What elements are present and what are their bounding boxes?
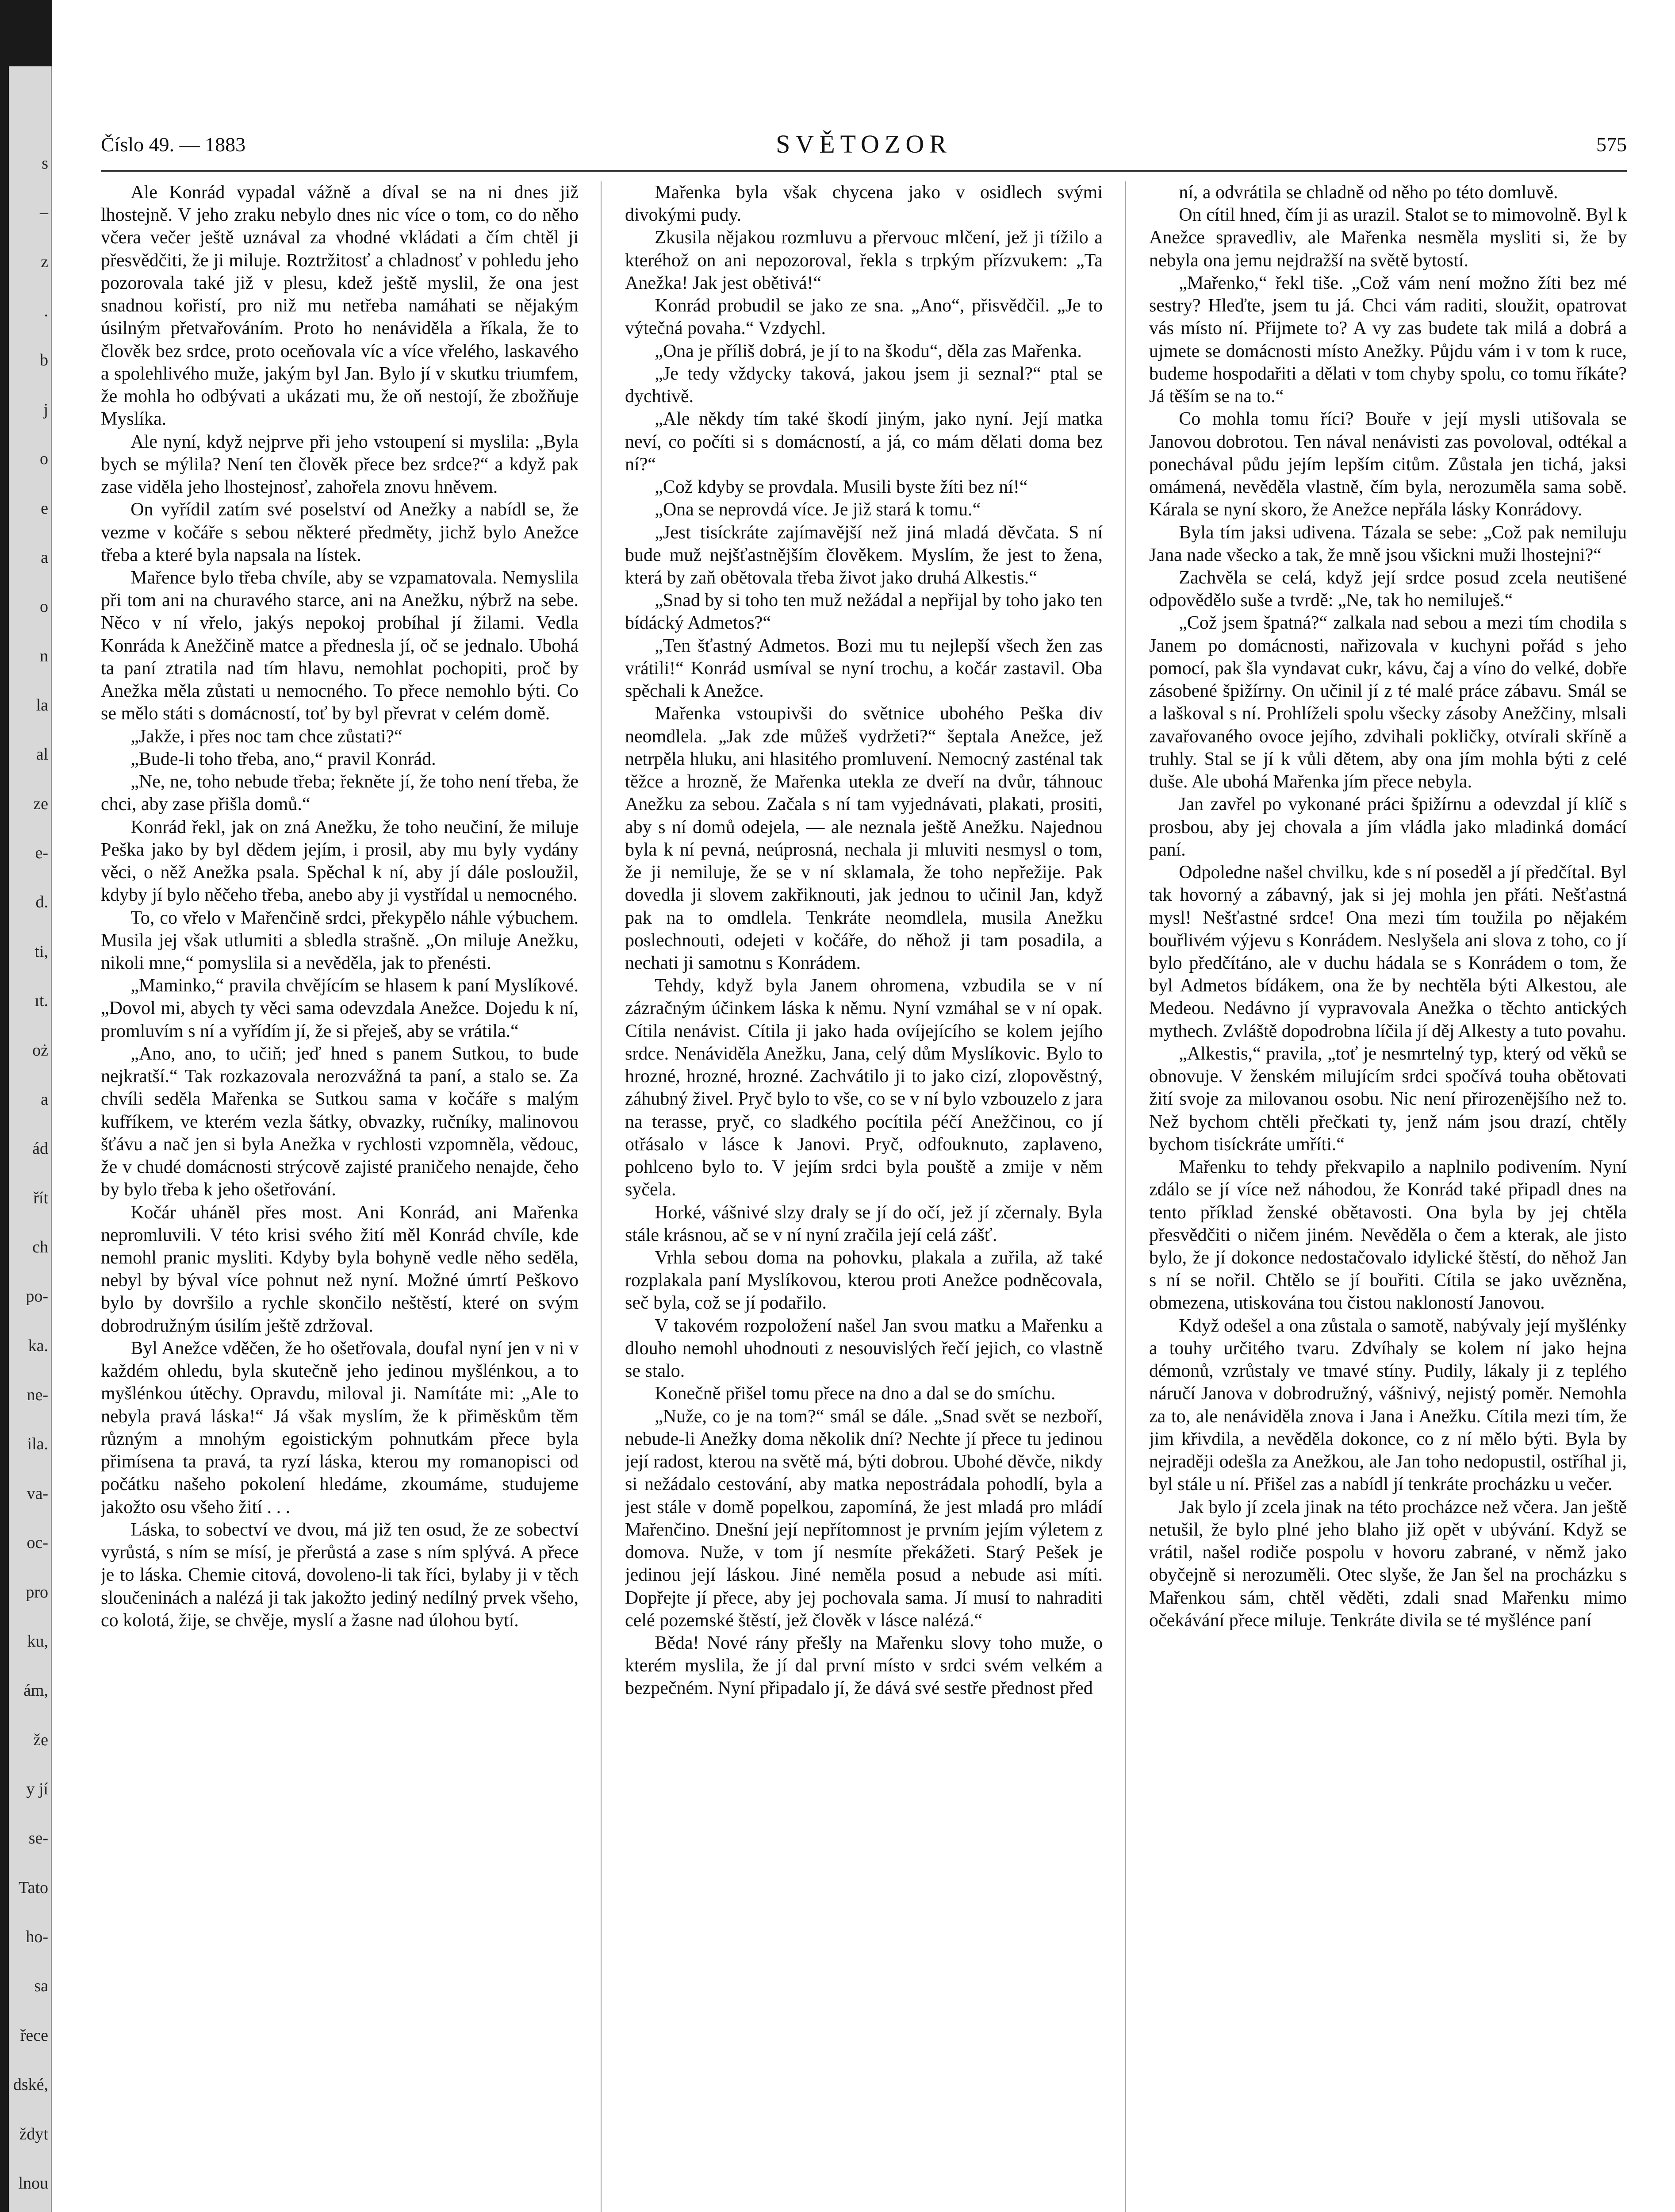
paragraph: Kočár uháněl přes most. Ani Konrád, ani Mařenka nepromluvili. V této krisi svého žití měl Konrád chvíle, kde nemohl pranic mysliti. Kdyby byla bohyně vedle něho seděla, nebyl by býval více pohnut než nyní. Možné úmrtí Peškovo bylo by dovršilo a rychle skončilo neštěstí, které on svým dobrodružným úsilím ještě zdržoval.	[101, 1202, 579, 1336]
paragraph: „Snad by si toho ten muž nežádal a nepřijal by toho jako ten bídácký Admetos?“	[625, 590, 1103, 634]
paragraph: Láska, to sobectví ve dvou, má již ten osud, že ze sobectví vyrůstá, s ním se mísí, je přerůstá a zase s ním splývá. A přece je to láska. Chemie citová, dovoleno-li tak říci, bylaby ji v těch sloučeninách a nalézá ji tak jakožto jediný nedílný prvek všeho, co kolotá, žije, se chvěje, myslí a žasne nad úlohou bytí.	[101, 1519, 579, 1631]
paragraph: „Nuže, co je na tom?“ smál se dále. „Snad svět se nezboří, nebude-li Anežky doma několik dní? Nechte jí přece tu jedinou její radost, kterou na světě má, býti dobrou. Ubohé děvče, nikdy si nežádalo cestování, aby matka nepostrádala pohodlí, byla a jest stále v domě popelkou, zapomíná, že jest mladá pro mládí Mařenčino. Dnešní její nepřítomnost je prvním jejím výletem z domova. Nuže, v tom jí nesmíte překážeti. Starý Pešek je jedinou její láskou. Jiné neměla posud a nebude asi míti. Dopřejte jí přece, aby jej pochovala sama. Jí musí to nahraditi celé pozemské štěstí, jež člověk v lásce nalézá.“	[625, 1406, 1103, 1631]
page-header	[101, 130, 1627, 168]
paragraph: „Je tedy vždycky taková, jakou jsem ji seznal?“ ptal se dychtivě.	[625, 363, 1103, 407]
paragraph: On vyřídil zatím své poselství od Anežky a nabídl se, že vezme v kočáře s sebou některé předměty, jichž bylo Anežce třeba a které byla napsala na lístek.	[101, 499, 579, 565]
paragraph: Byla tím jaksi udivena. Tázala se sebe: „Což pak nemiluju Jana nade všecko a tak, že mně jsou všickni muži lhostejni?“	[1149, 522, 1627, 565]
paragraph: On cítil hned, čím ji as urazil. Stalot se to mimovolně. Byl k Anežce spravedliv, ale Mařenka nesměla mysliti si, že by nebyla ona jemu nejdražší na světě bytostí.	[1149, 205, 1627, 271]
margin-fragment: ho-	[26, 1928, 48, 1946]
paragraph: „Ano, ano, to učiň; jeď hned s panem Sutkou, to bude nejkratší.“ Tak rozkazovala nerozvážná ta paní, a stalo se. Za chvíli seděla Mařenka se Sutkou sama v kočáře s malým kufříkem, ve kterém vezla šátky, obvazky, ručníky, malinovou šťávu a nač jen si byla Anežka v rychlosti vzpomněla, vědouc, že v chudé domácnosti strýcově zajisté praničeho nenajde, čeho by bylo třeba k jeho ošetřování.	[101, 1043, 579, 1200]
header-rule	[101, 170, 1627, 172]
margin-fragment: ždyt	[19, 2125, 48, 2143]
paragraph: ní, a odvrátila se chladně od něho po této domluvě.	[1179, 182, 1558, 203]
paragraph: Vrhla sebou doma na pohovku, plakala a zuřila, až také rozplakala paní Myslíkovou, kterou proti Anežce podněcovala, seč byla, což se jí podařilo.	[625, 1248, 1103, 1313]
margin-fragment: a	[41, 1090, 48, 1109]
previous-page-edge	[9, 66, 52, 2212]
paragraph: Konrád probudil se jako ze sna. „Ano“, přisvědčil. „Je to výtečná povaha.“ Vzdychl.	[625, 296, 1103, 339]
margin-fragment: n	[40, 647, 48, 665]
paragraph: Mařenka byla však chycena jako v osidlech svými divokými pudy.	[625, 182, 1103, 226]
margin-fragment: oż	[32, 1041, 48, 1060]
paragraph: To, co vřelo v Mařenčině srdci, překypělo náhle výbuchem. Musila jej však utlumiti a sbledla strašně. „On miluje Anežku, nikoli mne,“ pomyslila si a nevěděla, jak to přenésti.	[101, 907, 579, 973]
margin-fragment: ka.	[28, 1336, 48, 1355]
paragraph: Zachvěla se celá, když její srdce posud zcela neutišené odpovědělo suše a tvrdě: „Ne, tak ho nemiluješ.“	[1149, 567, 1627, 611]
paragraph: Běda! Nové rány přešly na Mařenku slovy toho muže, o kterém myslila, že jí dal první místo v srdci svém velkém a bezpečném. Nyní připadalo jí, že dává své sestře přednost před	[625, 1633, 1103, 1699]
paragraph: „Ten šťastný Admetos. Bozi mu tu nejlepší všech žen zas vrátili!“ Konrád usmíval se nyní trochu, a kočár zastavil. Oba spěchali k Anežce.	[625, 635, 1103, 702]
margin-fragment: sa	[34, 1977, 48, 1995]
margin-fragment: a	[41, 548, 48, 567]
paragraph: Mařence bylo třeba chvíle, aby se vzpamatovala. Nemyslila při tom ani na churavého starce, ani na Anežku, nýbrž na sebe. Něco v ní vřelo, jakýs nepokoj probíhal jí žilami. Vedla Konráda k Anežčině matce a přednesla jí, oč se jednalo. Ubohá ta paní ztratila nad tím hlavu, nemohlat pochopiti, proč by Anežka měla zůstati u nemocného. To přece nemohlo býti. Co se mělo státi s domácností, toť by byl převrat v celém domě.	[101, 567, 579, 724]
paragraph: Tehdy, když byla Janem ohromena, vzbudila se v ní zázračným účinkem láska k němu. Nyní vzmáhal se v ní opak. Cítila nenávist. Cítila ji jako hada ovíjejícího se kolem jejího srdce. Nenáviděla Anežku, Jana, celý dům Myslíkovic. Bylo to hrozné, hrozné, hrozné. Zachvátilo ji to jako cizí, zlopověstný, záhubný živel. Pryč bylo to vše, co se v ní bylo vzbouzelo z jara na terasse, pryč, co sladkého pocítila péčí Anežčinou, co jí otřásalo v lásce k Janovi. Pryč, odfouknuto, zaplaveno, pohlceno bylo to. V jejím srdci byla pouště a zmije v něm syčela.	[625, 975, 1103, 1200]
margin-fragment: lnou	[18, 2174, 48, 2193]
margin-fragment: e	[41, 499, 48, 518]
margin-fragment: y jí	[26, 1780, 48, 1798]
margin-fragment: o	[40, 597, 48, 616]
text-column-1	[101, 181, 579, 2212]
margin-fragment: ti,	[34, 942, 48, 961]
paragraph: Ale nyní, když nejprve při jeho vstoupení si myslila: „Byla bych se mýlila? Není ten člověk přece bez srdce?“ a když pak zase viděla jeho lhostejnosť, zahořela znovu hněvem.	[101, 431, 579, 498]
paragraph: Konečně přišel tomu přece na dno a dal se do smíchu.	[655, 1383, 1056, 1404]
paragraph: „Ona je příliš dobrá, je jí to na škodu“, děla zas Mařenka.	[655, 341, 1082, 361]
margin-fragment: řece	[20, 2026, 48, 2045]
paragraph: V takovém rozpoložení našel Jan svou matku a Mařenku a dlouho nemohl uhodnouti z nesouvislých řečí jejich, co vlastně se stalo.	[625, 1315, 1103, 1382]
paragraph: Mařenku to tehdy překvapilo a naplnilo podivením. Nyní zdálo se jí více než náhodou, že Konrád také připadl dnes na tento příklad ženské obětavosti. Ona byla by jej chtěla přesvědčiti o ničem jiném. Nevěděla o čem a kterak, ale jisto bylo, že jí dokonce nedostačovalo idylické štěstí, do něhož Jan s ní se nořil. Chtělo se jí bouřiti. Cítila se jako uvězněna, obmezena, utiskována tou čistou nakloností Janovou.	[1149, 1157, 1627, 1313]
margin-fragment: ád	[32, 1139, 48, 1158]
paragraph: Byl Anežce vděčen, že ho ošetřovala, doufal nyní jen v ni v každém ohledu, byla skutečně jeho jedinou myšlénkou, a to myšlénkou útěchy. Opravdu, miloval ji. Namítáte mi: „Ale to nebyla pravá láska!“ Já však myslím, že k přiměskům těm různým a mnohým egoistickým pohnutkám přece byla přimísena ta pravá, ta ryzí láska, kterou my romanopisci od počátku našeho pokolení hledáme, zkoumáme, studujeme jakožto osu všeho žití . . .	[101, 1338, 579, 1517]
margin-fragment: e-	[35, 844, 48, 862]
margin-fragment: se-	[28, 1829, 48, 1847]
paragraph: „Mařenko,“ řekl tiše. „Což vám není možno žíti bez mé sestry? Hleďte, jsem tu já. Chci vám raditi, sloužit, opatrovat vás místo ní. Přijmete to? A vy zas budete tak milá a dobrá a ujmete se domácnosti místo Anežky. Půjdu vám i v tom k ruce, budeme hospodařiti a dělati v tom chyby spolu, co tomu říkáte? Já těším se na to.“	[1149, 273, 1627, 407]
margin-fragment: ne-	[27, 1386, 48, 1404]
paragraph: Mařenka vstoupivši do světnice ubohého Peška div neomdlela. „Jak zde můžeš vydržeti?“ šeptala Anežce, jež netrpěla hluku, ani hlasitého promluvení. Nemocný zasténal tak těžce a hrozně, že Mařenka utekla ze dveří na dvůr, táhnouc Anežku za sebou. Začala s ní tam vyjednávati, plakati, prositi, aby s ní domů odejela, — ale neznala ještě Anežku. Najednou byla k ní pevná, neúprosná, nechala ji mluviti nesmysl o tom, že ji nemiluje, že se v ní sklamala, že toho nepřežije. Pak dovedla ji slovem zakřiknouti, jak jednou to učinil Jan, když pak na to omdlela. Tenkráte neomdlela, musila Anežku poslechnouti, odejeti v kočáře, do něhož ji tam posadila, a nechati ji samotnu s Konrádem.	[625, 703, 1103, 973]
margin-fragment: oc-	[27, 1533, 48, 1552]
paragraph: „Jest tisíckráte zajímavější než jiná mladá děvčata. S ní bude muž nejšťastnějším člověkem. Myslím, že jest to žena, která by zaň obětovala třeba život jako druhá Alkestis.“	[625, 522, 1103, 588]
document-page	[52, 0, 1675, 2212]
text-column-3	[1149, 181, 1627, 2212]
margin-fragment: d.	[35, 893, 48, 911]
margin-fragment: ám,	[23, 1681, 48, 1700]
page-number: 575	[1596, 133, 1627, 156]
margin-fragment: po-	[26, 1287, 48, 1306]
margin-fragment: že	[33, 1731, 48, 1749]
margin-fragment: dské,	[13, 2075, 48, 2094]
paragraph: „Alkestis,“ pravila, „toť je nesmrtelný typ, který od věků se obnovuje. V ženském milujícím srdci spočívá touha obětovati žití svoje za milovanou osobu. Nic není přirozenějšího než to. Než bychom chtěli přečkati ty, jenž nám jsou drazí, chtěly bychom tisíckráte umříti.“	[1149, 1043, 1627, 1155]
text-column-2	[625, 181, 1103, 2212]
margin-fragment: ch	[32, 1238, 48, 1256]
paragraph: „Bude-li toho třeba, ano,“ pravil Konrád.	[130, 749, 436, 769]
margin-fragment: la	[36, 696, 48, 714]
margin-fragment: s	[42, 154, 48, 173]
margin-fragment: j	[43, 400, 48, 419]
paragraph: Co mohla tomu říci? Bouře v její mysli utišovala se Janovou dobrotou. Ten nával nenávisti zas povoloval, odtékal a ponechával půdu jejím lepším citům. Zůstala jen tichá, jaksi omámená, nevěděla vlastně, čím byla, nerozuměla sama sobě. Kárala se nyní skoro, že Anežce nepřála lásky Konrádovy.	[1149, 409, 1627, 520]
column-divider	[601, 181, 602, 2212]
margin-fragment: ku,	[27, 1632, 48, 1651]
paragraph: „Maminko,“ pravila chvějícím se hlasem k paní Myslíkové. „Dovol mi, abych ty věci sama odevzdala Anežce. Dojedu k ní, promluvím s ní a vyřídím jí, že si přeješ, aby se vrátila.“	[101, 975, 579, 1041]
paragraph: „Ne, ne, toho nebude třeba; řekněte jí, že toho není třeba, že chci, aby zase přišla domů.“	[101, 772, 579, 815]
issue-number: Číslo 49. — 1883	[101, 133, 246, 156]
column-divider	[1125, 181, 1126, 2212]
paragraph: Odpoledne našel chvilku, kde s ní poseděl a jí předčítal. Byl tak hovorný a zábavný, jak si jej mohla jen přáti. Nešťastná mysl! Nešťastné srdce! Ona mezi tím toužila po nějakém bouřlivém výjevu s Konrádem. Neslyšela ani slova z toho, co jí bylo předčítáno, ale v duchu hádala se s Konrádem o tom, že byl Admetos bídákem, ona že by nechtěla býti Alkestou, ale Medeou. Nedávno jí vypravovala Anežka o těchto antických mythech. Zvláště dopodrobna líčila jí děj Alkesty a tuto povahu.	[1149, 862, 1627, 1041]
margin-fragment: b	[40, 351, 48, 369]
margin-fragment: al	[36, 745, 48, 764]
paragraph: Horké, vášnivé slzy draly se jí do očí, jež jí zčernaly. Byla stále krásnou, ač se v ní nyní zračila její celá zášť.	[625, 1202, 1103, 1245]
margin-fragment: pro	[26, 1583, 48, 1601]
margin-fragment: Tato	[19, 1878, 48, 1897]
paragraph: „Což jsem špatná?“ zalkala nad sebou a mezi tím chodila s Janem po domácnosti, nařizovala v kuchyni pořád s jeho pomocí, pak šla vyndavat cukr, kávu, čaj a víno do velké, dobře zásobené špižírny. On učinil jí z té malé práce zábavu. Smál se a laškoval s ní. Prohlíželi spolu všecky zásoby Anežčiny, mlsali zavařovaného ovoce jejího, zdvihali pokličky, otvírali skříně a truhly. Stal se jí k vůli dětem, aby ona jím mohla býti z celé duše. Ale ubohá Mařenka jím přece nebyla.	[1149, 613, 1627, 792]
margin-fragment: .	[44, 302, 48, 320]
paragraph: „Což kdyby se provdala. Musili byste žíti bez ní!“	[655, 477, 1028, 498]
journal-title: SVĚTOZOR	[776, 130, 952, 158]
margin-fragment: ila.	[27, 1435, 48, 1453]
paragraph: Jak bylo jí zcela jinak na této procházce než včera. Jan ještě netušil, že bylo plné jeho blaho již opět v ubývání. Když se vrátil, našel rodiče pospolu v hovoru zabrané, v němž jako obyčejně si nerozuměli. Otec slyše, že Jan šel na procházku s Mařenkou sám, chtěl věděti, zdali snad Mařenku mimo očekávání přece miluje. Tenkráte divila se té myšlénce paní	[1149, 1497, 1627, 1631]
paragraph: Když odešel a ona zůstala o samotě, nabývaly její myšlénky a touhy určitého tvaru. Zdvíhaly se kolem ní jako hejna démonů, vzrůstaly ve tmavé stíny. Pudily, lákaly ji z teplého náručí Janova v dobrodružný, vášnivý, nejistý poměr. Nemohla za to, ale nenáviděla znova i Jana i Anežku. Cítila mezi tím, že jim křivdila, a nevěděla dokonce, co z ní mělo býti. Byla by nejraději odešla za Anežkou, ale Jan toho nedopustil, ostříhal ji, byl stále u ní. Přišel zas a nabídl jí tenkráte procházku u večer.	[1149, 1315, 1627, 1495]
paragraph: Jan zavřel po vykonané práci špižírnu a odevzdal jí klíč s prosbou, aby jej chovala a jím vládla jako mladinká domácí paní.	[1149, 794, 1627, 860]
paragraph: Ale Konrád vypadal vážně a díval se na ni dnes již lhostejně. V jeho zraku nebylo dnes nic více o tom, co do něho včera večer ještě uznával za vhodné vkládati a čím chtěl ji přesvědčiti, že ji miluje. Roztržitosť a chladnosť v pohledu jeho pozorovala také již v plesu, kdež ještě myslil, že ona jest snadnou kořistí, pro niž mu netřeba namáhati se nějakým úsilným přetvařováním. Proto ho nenáviděla a říkala, že to člověk bez srdce, proto oceňovala víc a více vřelého, laskavého a spolehlivého muže, jakým byl Jan. Bylo jí v skutku triumfem, že mohla ho odbývati a ukázati mu, že oň nestojí, že zbožňuje Myslíka.	[101, 182, 579, 430]
previous-page-strip	[0, 0, 53, 2212]
paragraph: Konrád řekl, jak on zná Anežku, že toho neučiní, že miluje Peška jako by byl dědem jejím, i prosil, aby mu byly vydány věci, o něž Anežka psala. Spěchal k ní, aby jí dále posloužil, kdyby jí bylo něčeho třeba, anebo aby ji vystřídal u nemocného.	[101, 817, 579, 906]
paragraph: „Jakže, i přes noc tam chce zůstati?“	[130, 726, 402, 747]
margin-fragment: –	[40, 203, 48, 222]
margin-fragment: řít	[33, 1189, 48, 1207]
margin-fragment: va-	[27, 1484, 48, 1503]
margin-fragment: o	[40, 449, 48, 468]
paragraph: Zkusila nějakou rozmluvu a přervouc mlčení, jež ji tížilo a kteréhož on ani nepozoroval, řekla s trpkým přízvukem: „Ta Anežka! Jak jest obětivá!“	[625, 227, 1103, 293]
margin-fragment: z	[41, 253, 48, 271]
paragraph: „Ona se neprovdá více. Je již stará k tomu.“	[655, 499, 981, 520]
margin-fragment: ze	[33, 795, 48, 813]
paragraph: „Ale někdy tím také škodí jiným, jako nyní. Její matka neví, co počíti si s domácností, a já, co mám dělati doma bez ní?“	[625, 409, 1103, 475]
margin-fragment: ıt.	[34, 991, 48, 1010]
